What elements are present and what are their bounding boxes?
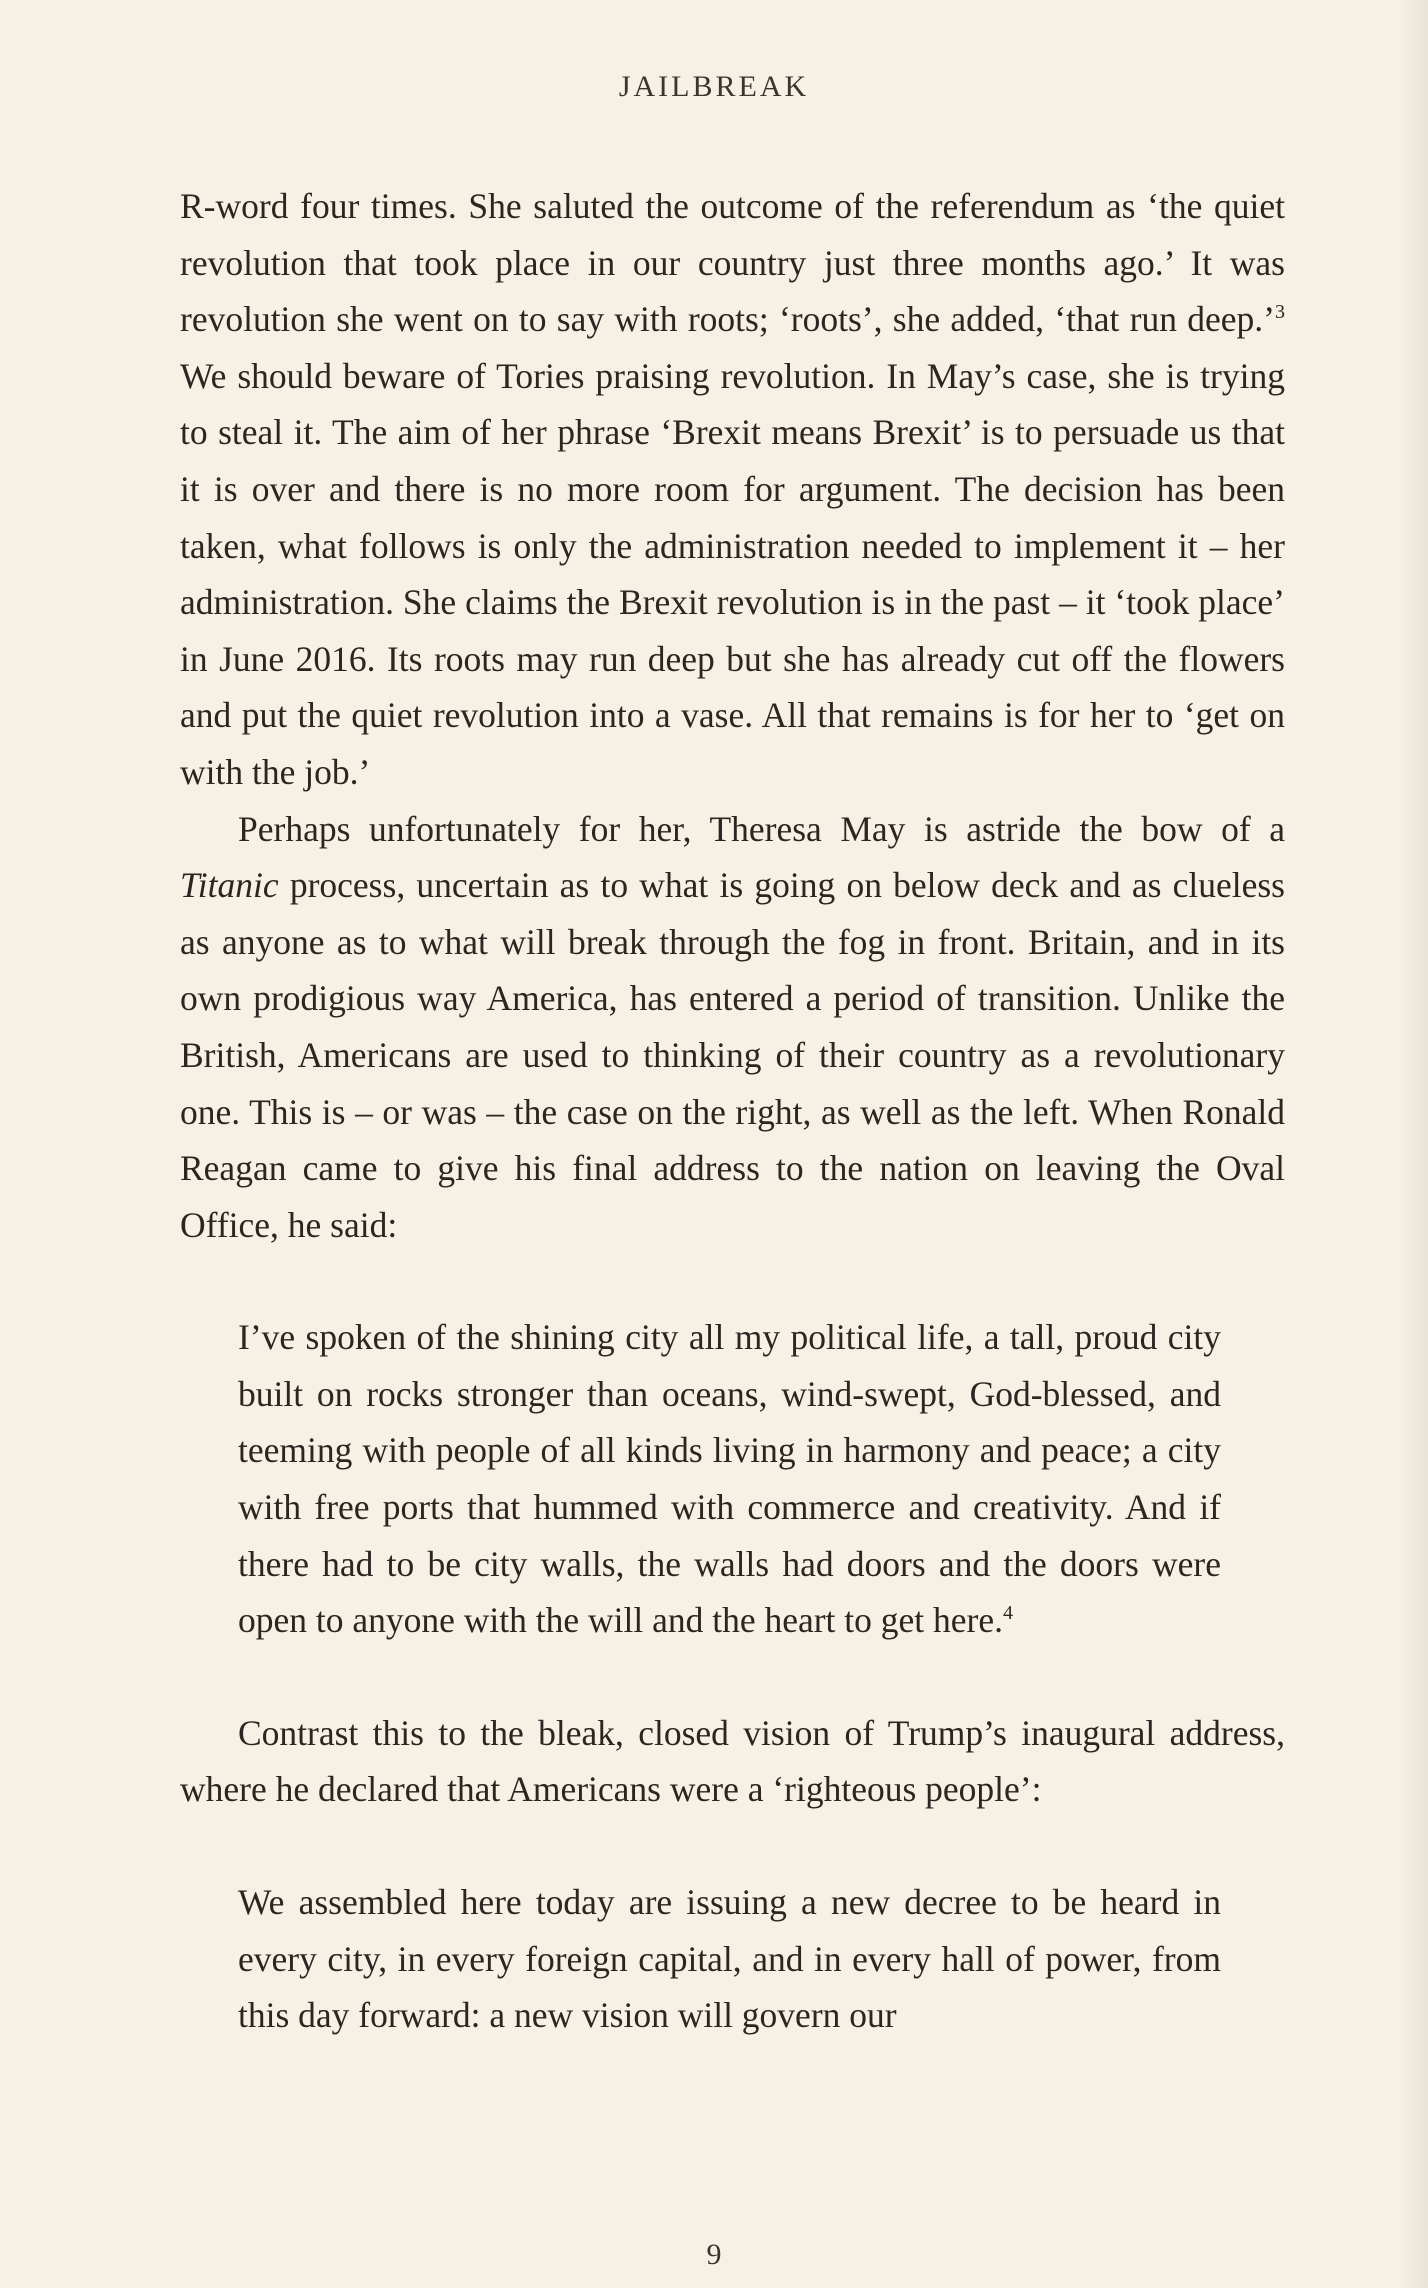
page-edge-shadow: [1398, 0, 1428, 2288]
footnote-ref-4: 4: [1002, 1602, 1013, 1625]
block-quote-reagan-text: I’ve spoken of the shining city all my political life, a tall, proud city built on rocks stronger than oceans, wind-swept, God-blessed, and teeming with people of all kinds living in harmony and peace; a city with free ports that hummed with commerce and creativity. And if there had to be city walls, the walls had doors and the doors were open to anyone with the will and the heart to get here.: [238, 1317, 1221, 1641]
paragraph-1: [180, 178, 1285, 801]
body-text: [180, 178, 1285, 2044]
page-number: 9: [706, 2238, 722, 2271]
running-head: JAILBREAK: [618, 70, 810, 103]
paragraph-1-text-a: R-word four times. She saluted the outcome of the referendum as ‘the quiet revolution that took place in our country just three months ago.’ It was revolution she went on to say with roots; ‘roots’, she added, ‘that run deep.’: [180, 186, 1285, 340]
paragraph-2-text-b: process, uncertain as to what is going on below deck and as clueless as anyone as to what will break through the fog in front. Britain, and in its own prodigious way America, has entered a period of transition. Unlike the British, Americans are used to thinking of their country as a revolutionary one. This is – or was – the case on the right, as well as the left. When Ronald Reagan came to give his final address to the nation on leaving the Oval Office, he said:: [180, 865, 1285, 1245]
paragraph-1-text-b: We should beware of Tories praising revolution. In May’s case, she is trying to steal it. The aim of her phrase ‘Brexit means Brexit’ is to persuade us that it is over and there is no more room for argument. The decision has been taken, what follows is only the administration needed to implement it – her administration. She claims the Brexit revolution is in the past – it ‘took place’ in June 2016. Its roots may run deep but she has already cut off the flowers and put the quiet revolution into a vase. All that remains is for her to ‘get on with the job.’: [180, 355, 1285, 792]
paragraph-2-text-a: Perhaps unfortunately for her, Theresa May is astride the bow of a: [238, 808, 1285, 849]
block-quote-reagan: [180, 1309, 1285, 1649]
block-quote-trump: We assembled here today are issuing a new decree to be heard in every city, in every foreign capital, and in every hall of power, from this day forward: a new vision will govern our: [238, 1882, 1221, 2036]
paragraph-3: Contrast this to the bleak, closed vision of Trump’s inaugural address, where he declared that Americans were a ‘righteous people’:: [180, 1712, 1285, 1810]
paragraph-2: [180, 801, 1285, 1254]
footnote-ref-3: 3: [1275, 301, 1285, 324]
titanic-italic: Titanic: [180, 865, 279, 906]
